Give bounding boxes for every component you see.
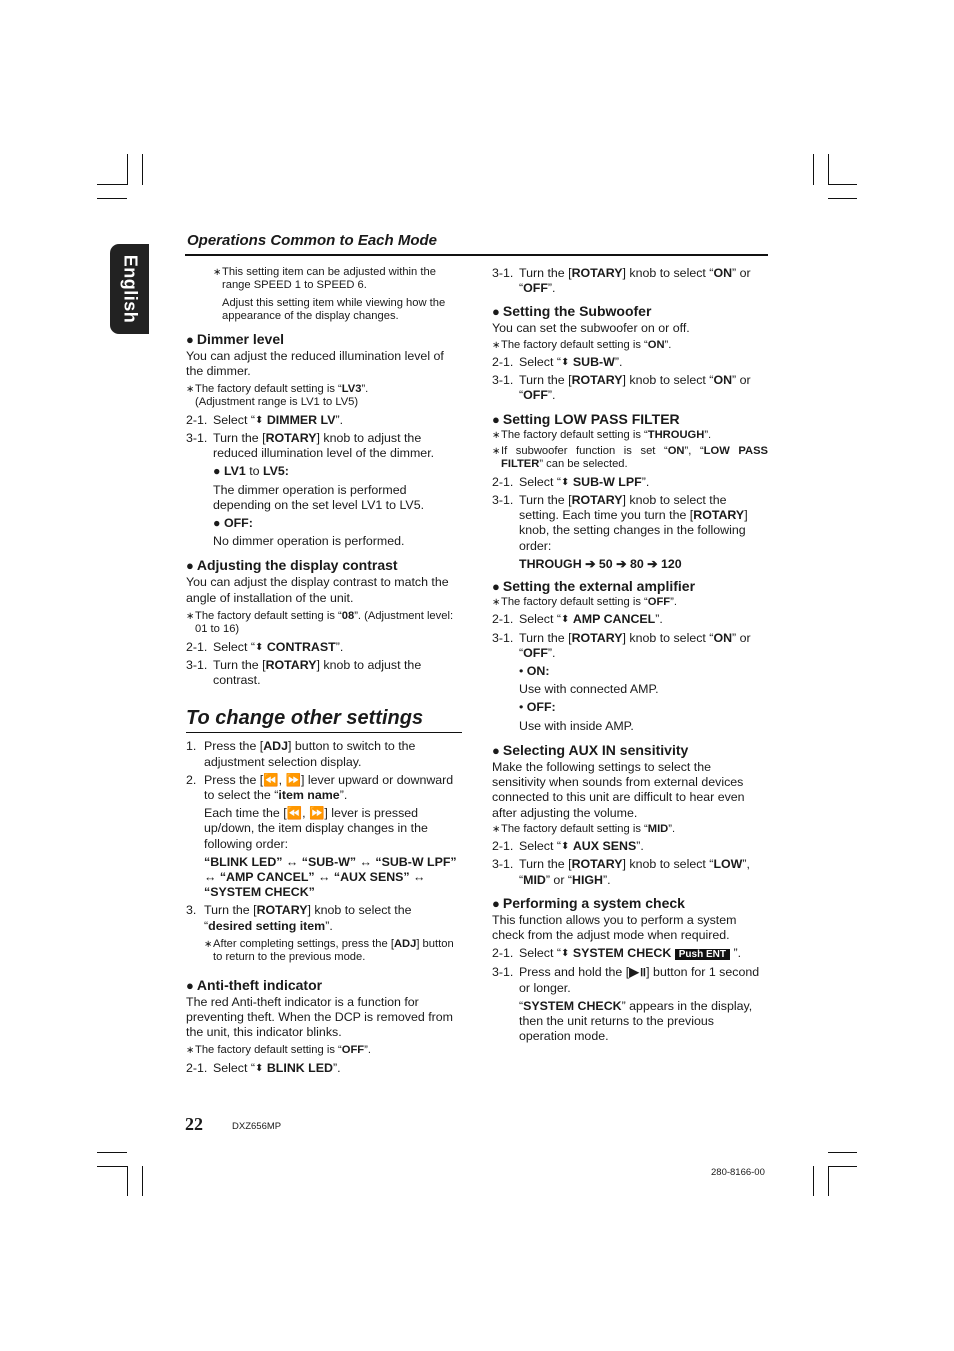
bullet-icon: ● [492, 579, 500, 595]
crop-mark [813, 1166, 814, 1196]
asterisk-icon: ∗ [186, 610, 195, 622]
push-ent-badge: Push ENT [675, 949, 730, 960]
amp-option-on-desc: Use with connected AMP. [519, 682, 659, 697]
aux-note: ∗The factory default setting is “MID”. [492, 822, 676, 835]
top-step-3-1: 3-1. Turn the [ROTARY] knob to select “ON” or “OFF”. [492, 266, 751, 296]
up-down-arrow-icon: ⬍ [255, 1062, 264, 1074]
dimmer-option-lv: ● LV1 to LV5: [213, 464, 289, 479]
other-settings-rule [186, 732, 462, 733]
crop-mark [828, 1166, 829, 1196]
dimmer-heading: ● Dimmer level [186, 330, 285, 347]
crop-mark [828, 1152, 857, 1153]
crop-mark [127, 154, 128, 185]
subwoofer-step-3-1: 3-1. Turn the [ROTARY] knob to select “ON” or “OFF”. [492, 373, 751, 403]
asterisk-icon: ∗ [492, 597, 501, 609]
up-down-arrow-icon: ⬍ [561, 476, 570, 488]
up-down-arrow-icon: ⬍ [561, 948, 570, 960]
language-tab [110, 244, 149, 334]
document-code: 280-8166-00 [711, 1167, 765, 1178]
dimmer-step-2-1: 2-1. Select “⬍ DIMMER LV”. [186, 412, 344, 427]
antitheft-step-2-1: 2-1. Select “⬍ BLINK LED”. [186, 1060, 341, 1075]
amp-option-off: • OFF: [519, 700, 556, 715]
crop-mark [97, 1152, 127, 1153]
dimmer-step-3-1: 3-1. Turn the [ROTARY] knob to adjust the reduced illumination level of the dimmer. [186, 431, 435, 461]
syscheck-result: “SYSTEM CHECK” appears in the display, then the unit returns to the previous operation mode. [519, 998, 753, 1044]
bullet-icon: ● [186, 331, 194, 347]
aux-step-2-1: 2-1. Select “⬍ AUX SENS”. [492, 839, 644, 854]
other-step-2-detail: Each time the [⏪, ⏩] lever is pressed up/down, the item display changes in the following order: [204, 806, 428, 851]
asterisk-icon: ∗ [186, 1045, 195, 1057]
up-down-arrow-icon: ⬍ [255, 641, 264, 653]
subwoofer-heading: ● Setting the Subwoofer [492, 303, 652, 320]
antitheft-desc: The red Anti-theft indicator is a function for preventing theft. When the DCP is removed from the unit, this indicator blinks. [186, 994, 453, 1039]
bullet-icon: ● [492, 304, 500, 320]
other-step-3: 3. Turn the [ROTARY] knob to select the “desired setting item”. [186, 903, 412, 933]
amp-heading: ● Setting the external amplifier [492, 578, 696, 595]
crop-mark [97, 198, 127, 199]
syscheck-step-2-1: 2-1. Select “⬍ SYSTEM CHECK Push ENT ”. [492, 946, 742, 961]
up-down-arrow-icon: ⬍ [561, 357, 570, 369]
syscheck-desc: This function allows you to perform a system check from the adjust mode when required. [492, 912, 737, 942]
asterisk-icon: ∗ [204, 938, 213, 950]
bullet-icon: ● [492, 411, 500, 427]
aux-step-3-1: 3-1. Turn the [ROTARY] knob to select “LOW”, “MID” or “HIGH”. [492, 857, 750, 887]
left-column [186, 266, 462, 1076]
syscheck-step-3-1: 3-1. Press and hold the [▶॥] button for 1 second or longer. [492, 965, 760, 995]
syscheck-heading: ● Performing a system check [492, 894, 685, 911]
subwoofer-desc: You can set the subwoofer on or off. [492, 321, 690, 336]
fast-forward-icon: ⏩ [285, 772, 301, 787]
play-pause-icon: ▶॥ [629, 965, 647, 980]
bullet-icon: ● [492, 742, 500, 758]
dimmer-option-lv-desc: The dimmer operation is performed depending on the set level LV1 to LV5. [213, 482, 425, 512]
asterisk-icon: ∗ [492, 446, 501, 458]
right-column [492, 266, 768, 1044]
dimmer-note: ∗The factory default setting is “LV3”. (Adjustment range is LV1 to LV5) [186, 383, 369, 409]
note: ∗This setting item can be adjusted within the range SPEED 1 to SPEED 6. [213, 266, 436, 292]
contrast-step-3-1: 3-1. Turn the [ROTARY] knob to adjust the contrast. [186, 657, 422, 688]
amp-step-2-1: 2-1. Select “⬍ AMP CANCEL”. [492, 612, 663, 627]
page-number: 22 [185, 1114, 203, 1134]
asterisk-icon: ∗ [492, 339, 501, 351]
dimmer-option-off-desc: No dimmer operation is performed. [213, 534, 405, 549]
crop-mark [828, 154, 829, 185]
subwoofer-note: ∗The factory default setting is “ON”. [492, 338, 672, 351]
bullet-icon: ● [186, 558, 194, 574]
dimmer-option-off: ● OFF: [213, 516, 253, 531]
bullet-icon: ● [213, 464, 224, 479]
asterisk-icon: ∗ [213, 267, 222, 278]
contrast-desc: You can adjust the display contrast to match the angle of installation of the unit. [186, 575, 449, 605]
crop-mark [127, 1166, 128, 1196]
lpf-heading: ● Setting LOW PASS FILTER [492, 410, 680, 427]
other-step-3-note: ∗After completing settings, press the [ADJ] button to return to the previous mode. [204, 937, 454, 964]
crop-mark [142, 154, 143, 185]
up-down-arrow-icon: ⬍ [561, 614, 570, 626]
antitheft-note: ∗The factory default setting is “OFF”. [186, 1044, 371, 1057]
dimmer-desc: You can adjust the reduced illumination level of the dimmer. [186, 348, 444, 378]
lpf-note: ∗The factory default setting is “THROUGH”. [492, 428, 712, 441]
crop-mark [828, 1166, 857, 1167]
lpf-step-2-1: 2-1. Select “⬍ SUB-W LPF”. [492, 474, 650, 489]
other-step-1: 1. Press the [ADJ] button to switch to the adjustment selection display. [186, 739, 416, 769]
language-label: English [120, 254, 140, 324]
other-step-2: 2. Press the [⏪, ⏩] lever upward or downward to select the “item name”. [186, 772, 454, 802]
note: Adjust this setting item while viewing how the appearance of the display changes. [222, 296, 446, 323]
crop-mark [97, 184, 127, 185]
crop-mark [813, 154, 814, 185]
bullet-icon: ● [492, 895, 500, 911]
crop-mark [142, 1166, 143, 1196]
aux-heading: ● Selecting AUX IN sensitivity [492, 741, 689, 758]
antitheft-heading: ● Anti-theft indicator [186, 976, 323, 993]
lpf-note-2: ∗If subwoofer function is set “ON”, “LOW PASS FILTER” can be selected. [492, 445, 768, 471]
rewind-icon: ⏪ [263, 772, 279, 787]
bullet-icon: ● [186, 977, 194, 993]
amp-step-3-1: 3-1. Turn the [ROTARY] knob to select “ON” or “OFF”. [492, 630, 751, 660]
rewind-icon: ⏪ [286, 806, 303, 821]
bullet-icon: ● [213, 516, 224, 531]
contrast-note: ∗The factory default setting is “08”. (Adjustment level: 01 to 16) [186, 609, 454, 636]
subwoofer-step-2-1: 2-1. Select “⬍ SUB-W”. [492, 355, 623, 370]
amp-option-on: • ON: [519, 664, 550, 679]
contrast-step-2-1: 2-1. Select “⬍ CONTRAST”. [186, 639, 344, 654]
asterisk-icon: ∗ [186, 384, 195, 396]
lpf-order: THROUGH ➔ 50 ➔ 80 ➔ 120 [519, 556, 682, 571]
item-order: “BLINK LED” ↔ “SUB-W” ↔ “SUB-W LPF” ↔ “AMP CANCEL” ↔ “AUX SENS” ↔ “SYSTEM CHECK” [204, 854, 457, 900]
section-title: Operations Common to Each Mode [187, 232, 438, 249]
model-code: DXZ656MP [232, 1121, 282, 1132]
up-down-arrow-icon: ⬍ [255, 414, 264, 426]
contrast-heading: ● Adjusting the display contrast [186, 557, 398, 574]
amp-option-off-desc: Use with inside AMP. [519, 718, 634, 733]
heading-rule [185, 254, 768, 256]
crop-mark [828, 184, 857, 185]
other-settings-heading: To change other settings [186, 707, 424, 730]
aux-desc: Make the following settings to select the sensitivity when sounds from external devices connected to this unit are difficult to hear even after adjusting the volume. [492, 759, 745, 820]
asterisk-icon: ∗ [492, 429, 501, 441]
crop-mark [828, 198, 857, 199]
lpf-step-3-1: 3-1. Turn the [ROTARY] knob to select the setting. Each time you turn the [ROTARY] knob, the setting changes in the following order: [492, 493, 748, 553]
asterisk-icon: ∗ [492, 823, 501, 835]
amp-note: ∗The factory default setting is “OFF”. [492, 596, 677, 609]
crop-mark [97, 1166, 127, 1167]
up-down-arrow-icon: ⬍ [561, 841, 570, 853]
fast-forward-icon: ⏩ [308, 806, 325, 821]
